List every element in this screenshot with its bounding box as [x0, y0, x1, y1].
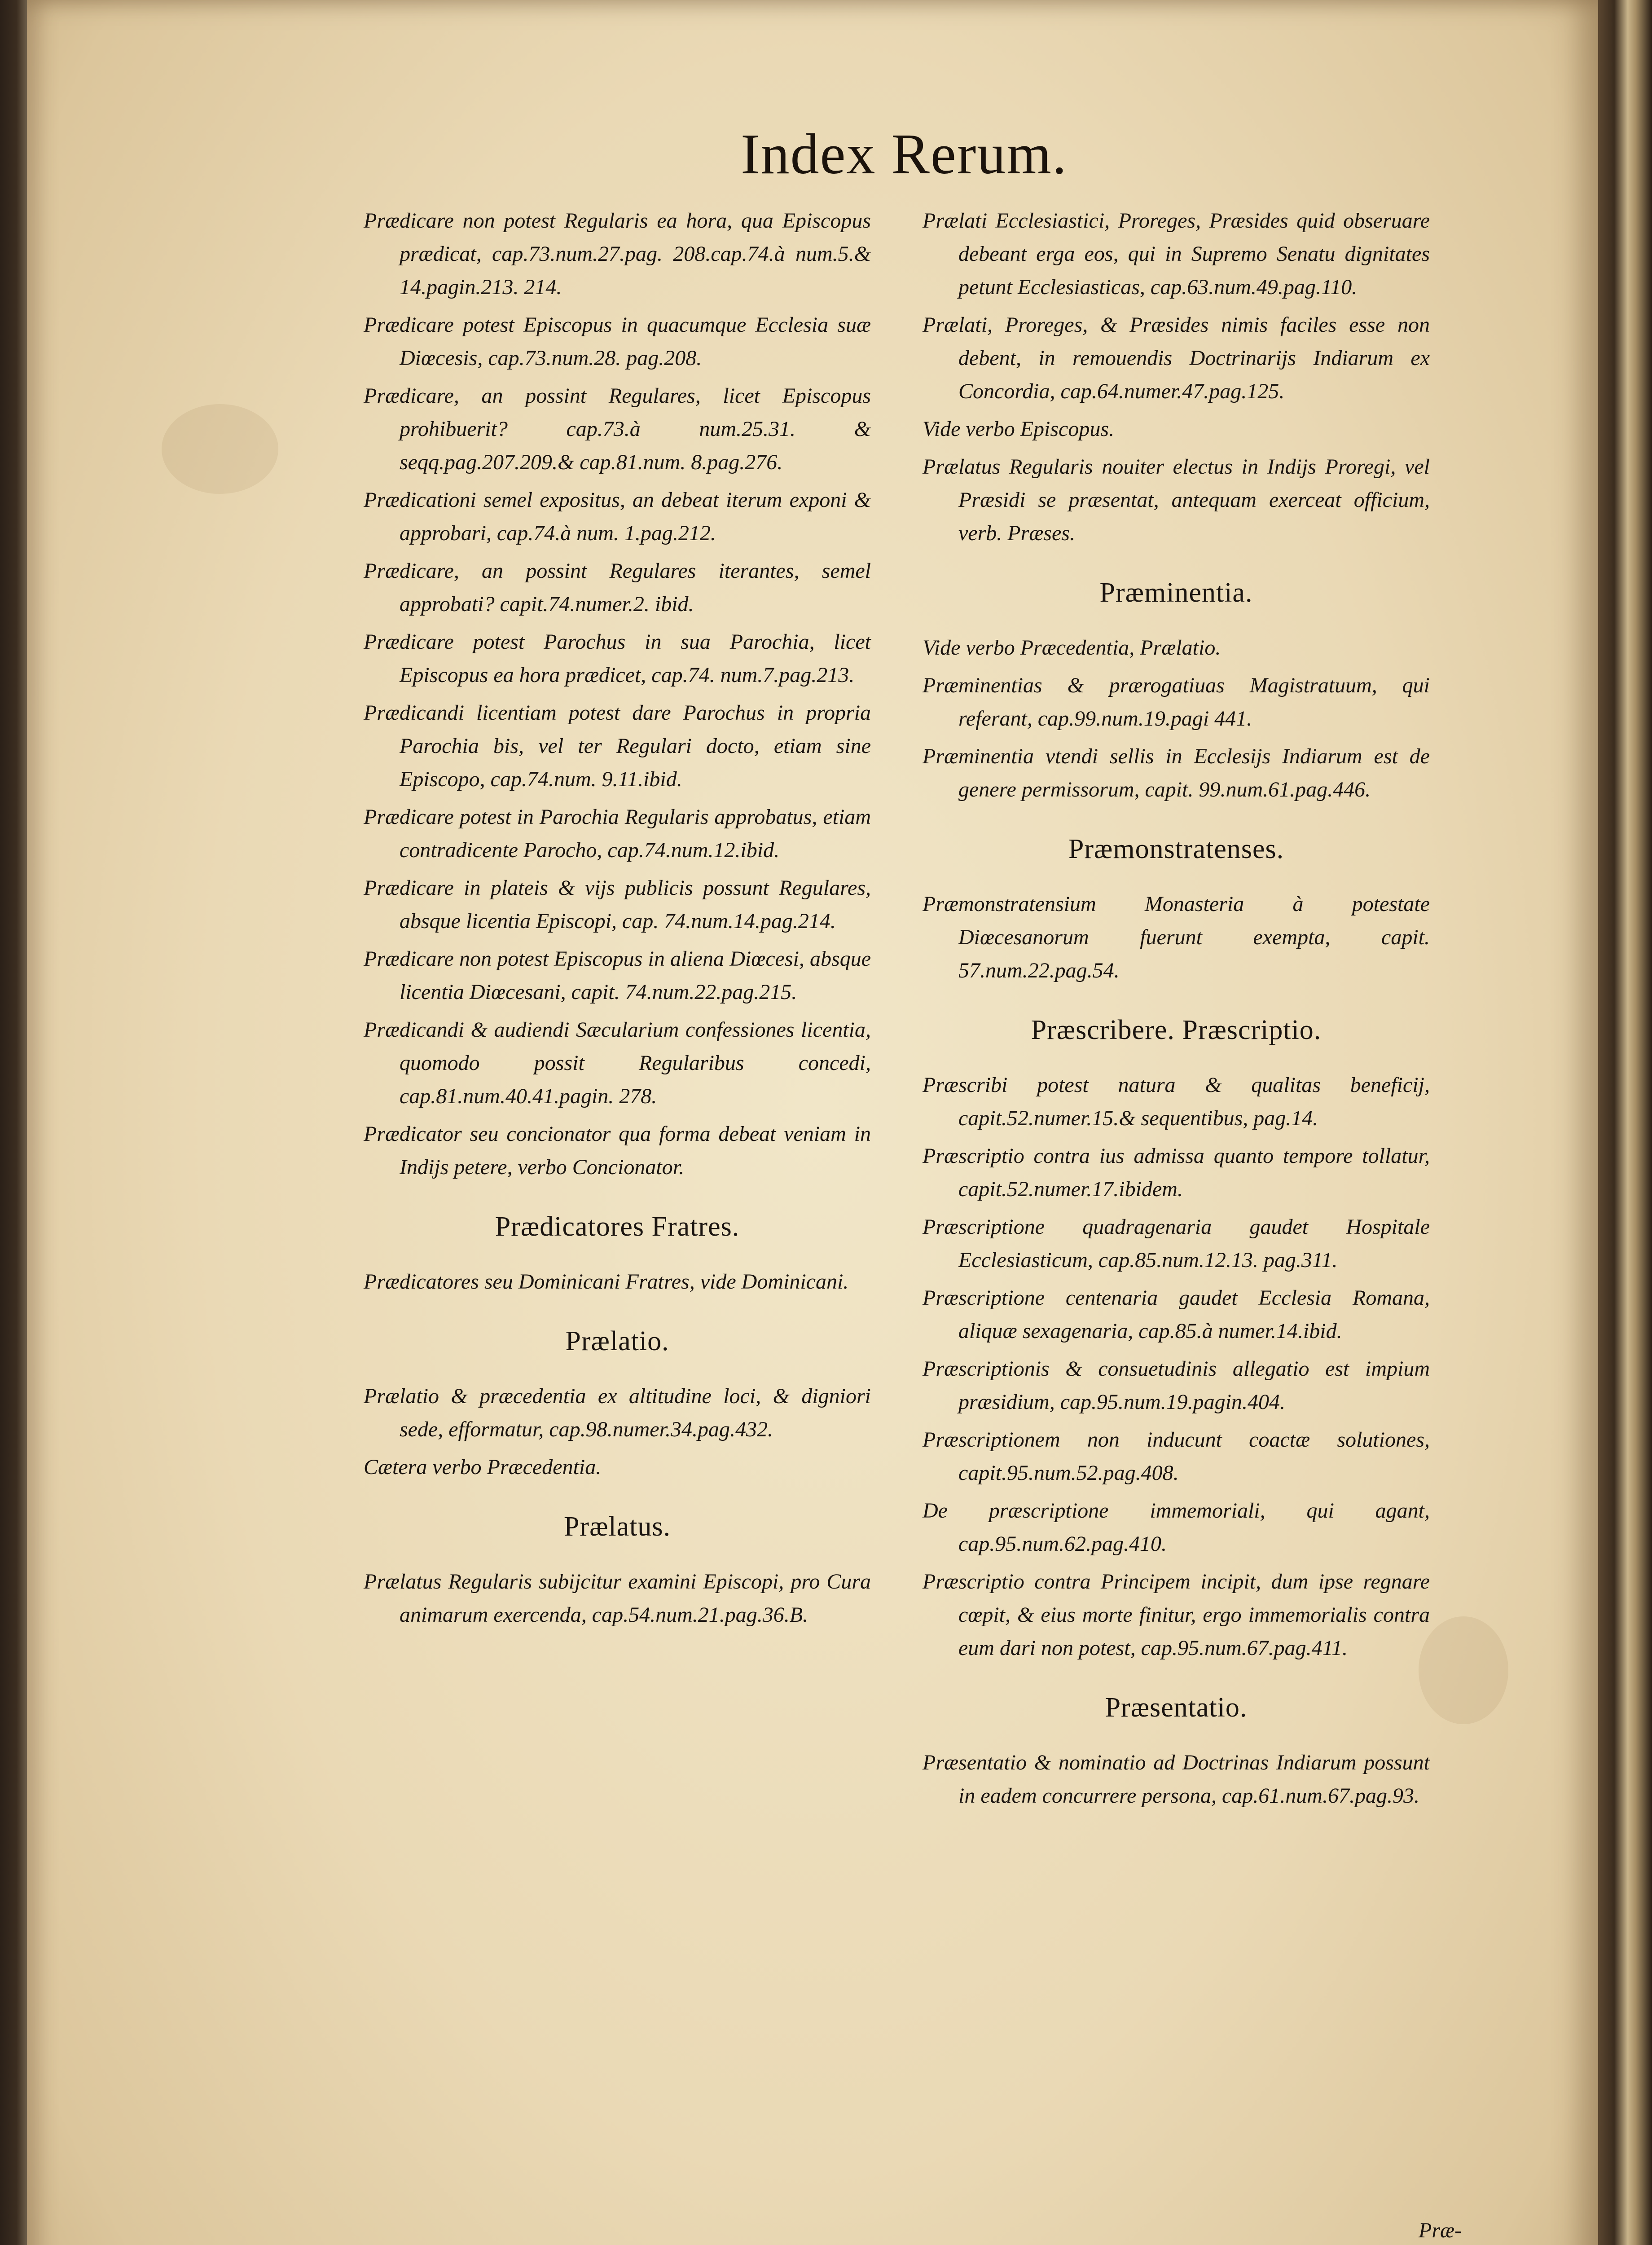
index-entry: Prælatus Regularis nouiter electus in Indijs Proregi, vel Præsidi se præsentat, antequam exerceat officium, verb. Præses. [923, 455, 1430, 545]
index-entry: Prædicare in plateis & vijs publicis possunt Regulares, absque licentia Episcopi, cap. 74.num.14.pag.214. [364, 876, 871, 933]
section-heading: Prælatus. [563, 1511, 671, 1542]
index-entry: Prælati Ecclesiastici, Proreges, Præsides quid obseruare debeant erga eos, qui in Supremo Senatu dignitates petunt Ecclesiasticas, cap.63.num.49.pag.110. [923, 209, 1430, 299]
section-heading: Prædicatores Fratres. [495, 1211, 740, 1242]
section-heading: Præminentia. [1099, 577, 1253, 608]
index-entry: Præmonstratensium Monasteria à potestate Diœcesanorum fuerunt exempta, capit. 57.num.22.pag.54. [923, 892, 1430, 982]
index-entry: Præscriptionis & consuetudinis allegatio est impium præsidium, cap.95.num.19.pagin.404. [923, 1357, 1430, 1414]
index-entry: Præscriptio contra ius admissa quanto tempore tollatur, capit.52.numer.17.ibidem. [923, 1144, 1430, 1201]
index-entry: Prædicare potest Parochus in sua Parochia, licet Episcopus ea hora prædicet, cap.74. num.7.pag.213. [364, 630, 871, 687]
index-entry: Prædicandi & audiendi Sæcularium confessiones licentia, quomodo possit Regularibus concedi, cap.81.num.40.41.pagin. 278. [364, 1018, 871, 1108]
index-entry: Vide verbo Episcopus. [923, 417, 1115, 441]
left-column [364, 204, 871, 1636]
foxing-stain [1419, 1616, 1508, 1724]
index-entry: Præsentatio & nominatio ad Doctrinas Indiarum possunt in eadem concurrere persona, cap.61.num.67.pag.93. [923, 1751, 1430, 1808]
index-entry: Vide verbo Præcedentia, Prælatio. [923, 636, 1221, 660]
index-entry: Præscribi potest natura & qualitas beneficij, capit.52.numer.15.& sequentibus, pag.14. [923, 1073, 1430, 1130]
index-entry: Prædicare, an possint Regulares iterantes, semel approbati? capit.74.numer.2. ibid. [364, 559, 871, 616]
index-entry: Prædicare potest Episcopus in quacumque Ecclesia suæ Diœcesis, cap.73.num.28. pag.208. [364, 313, 871, 370]
section-heading: Præscribere. Præscriptio. [1031, 1015, 1322, 1045]
index-entry: De præscriptione immemoriali, qui agant, cap.95.num.62.pag.410. [923, 1499, 1430, 1556]
index-entry: Prædicare non potest Episcopus in aliena Diœcesi, absque licentia Diœcesani, capit. 74.num.22.pag.215. [364, 947, 871, 1004]
index-entry: Præscriptione quadragenaria gaudet Hospitale Ecclesiasticum, cap.85.num.12.13. pag.311. [923, 1215, 1430, 1272]
index-entry: Prælatus Regularis subijcitur examini Episcopi, pro Cura animarum exercenda, cap.54.num.21.pag.36.B. [364, 1570, 871, 1627]
index-entry: Prædicator seu concionator qua forma debeat veniam in Indijs petere, verbo Concionator. [364, 1122, 871, 1179]
index-entry: Præscriptione centenaria gaudet Ecclesia Romana, aliquæ sexagenaria, cap.85.à numer.14.ibid. [923, 1286, 1430, 1343]
section-heading: Præmonstratenses. [1068, 834, 1284, 864]
index-entry: Prælati, Proreges, & Præsides nimis faciles esse non debent, in remouendis Doctrinarijs Indiarum ex Concordia, cap.64.numer.47.pag.125. [923, 313, 1430, 403]
index-entry: Præscriptionem non inducunt coactæ solutiones, capit.95.num.52.pag.408. [923, 1428, 1430, 1485]
section-heading: Prælatio. [565, 1326, 669, 1356]
index-entry: Præscriptio contra Principem incipit, dum ipse regnare cœpit, & eius morte finitur, ergo immemorialis contra eum dari non potest, cap.95.num.67.pag.411. [923, 1570, 1430, 1660]
index-entry: Prælatio & præcedentia ex altitudine loci, & digniori sede, efformatur, cap.98.numer.34.pag.432. [364, 1384, 871, 1441]
page-header: Index Rerum. [741, 122, 1068, 186]
foxing-stain [162, 404, 278, 494]
index-entry: Prædicatores seu Dominicani Fratres, vide Dominicani. [364, 1270, 849, 1294]
index-entry: Prædicandi licentiam potest dare Parochus in propria Parochia bis, vel ter Regulari docto, etiam sine Episcopo, cap.74.num. 9.11.ibid. [364, 701, 871, 791]
index-entry: Prædicare, an possint Regulares, licet Episcopus prohibuerit? cap.73.à num.25.31. & seqq.pag.207.209.& cap.81.num. 8.pag.276. [364, 384, 871, 474]
index-entry: Cætera verbo Præcedentia. [364, 1455, 602, 1479]
index-entry: Præminentias & prærogatiuas Magistratuum, qui referant, cap.99.num.19.pagi 441. [923, 674, 1430, 731]
index-entry: Præminentia vtendi sellis in Ecclesijs Indiarum est de genere permissorum, capit. 99.num.61.pag.446. [923, 744, 1430, 801]
catchword: Præ- [1419, 2219, 1462, 2242]
right-column [923, 204, 1430, 1817]
section-heading: Præsentatio. [1105, 1692, 1248, 1723]
index-entry: Prædicare potest in Parochia Regularis approbatus, etiam contradicente Parocho, cap.74.num.12.ibid. [364, 805, 871, 862]
index-entry: Prædicationi semel expositus, an debeat iterum exponi & approbari, cap.74.à num. 1.pag.212. [364, 488, 871, 545]
adjacent-page-edge [1598, 0, 1652, 2245]
index-entry: Prædicare non potest Regularis ea hora, qua Episcopus prædicat, cap.73.num.27.pag. 208.cap.74.à num.5.& 14.pagin.213. 214. [364, 209, 871, 299]
